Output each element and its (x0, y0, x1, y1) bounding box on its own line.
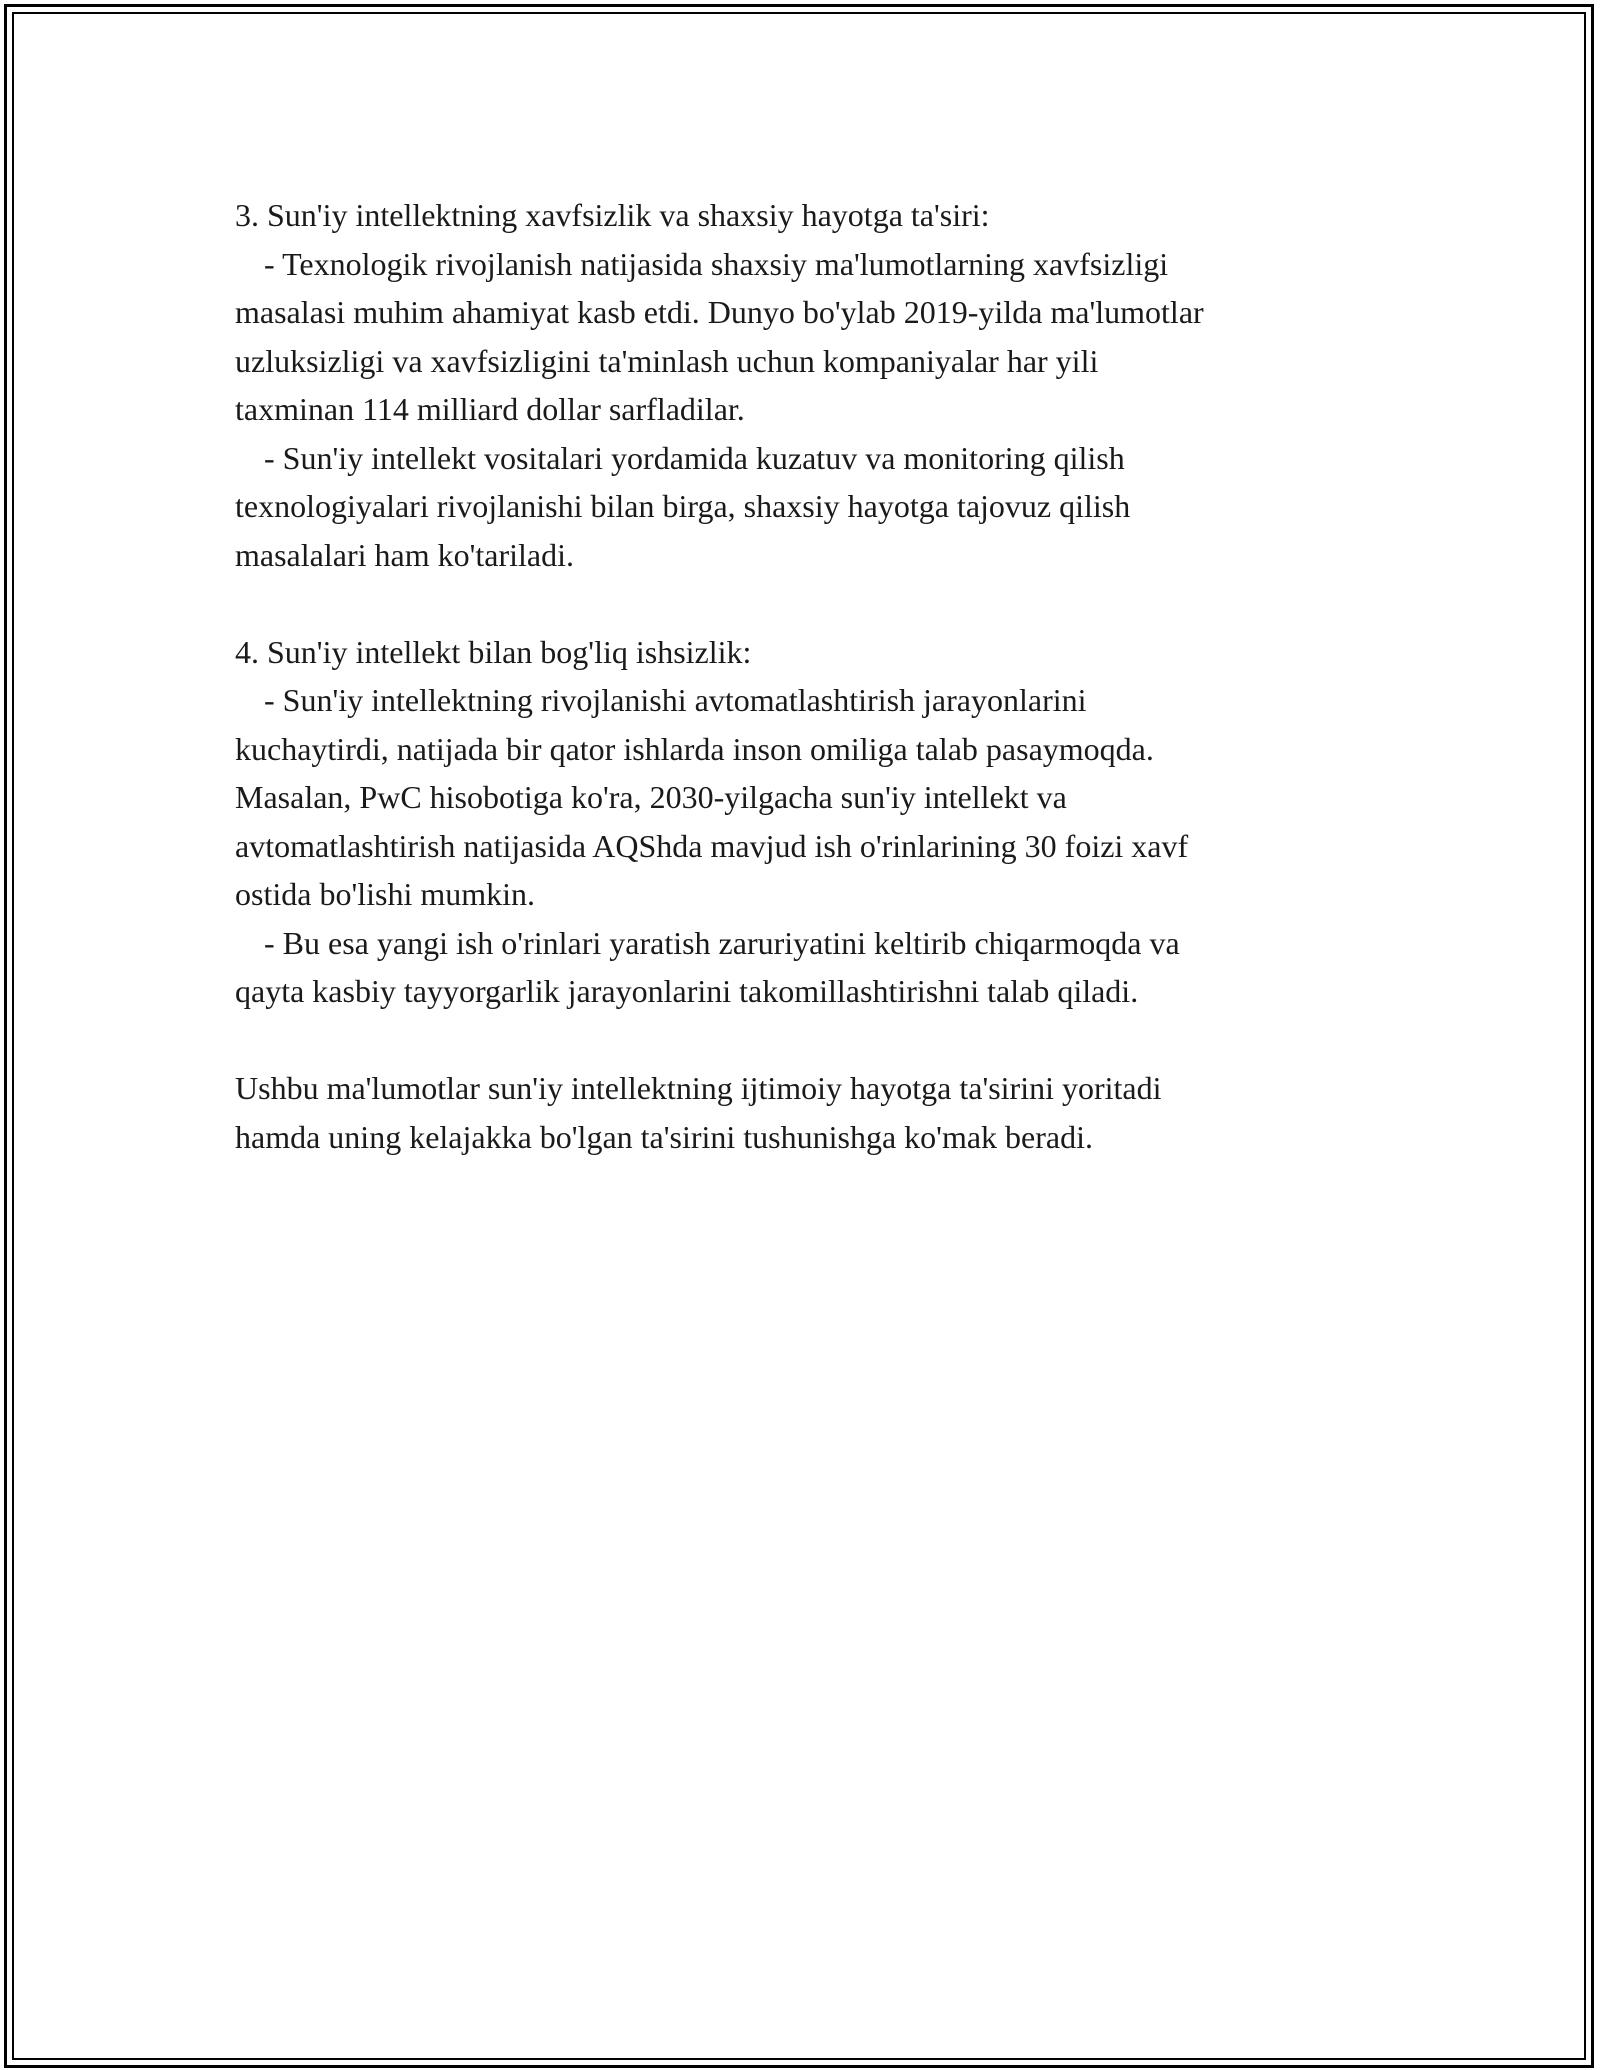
paragraph-line: - Sun'iy intellektning rivojlanishi avtomatlashtirish jarayonlarini (264, 682, 1087, 718)
section-4 (235, 628, 1365, 1016)
bullet-paragraph (235, 240, 1365, 434)
document-body (235, 191, 1365, 1210)
paragraph-line: kuchaytirdi, natijada bir qator ishlarda inson omiliga talab pasaymoqda. (235, 730, 1154, 767)
paragraph-line: masalalari ham ko'tariladi. (235, 536, 574, 573)
paragraph-line: qayta kasbiy tayyorgarlik jarayonlarini takomillashtirishni talab qiladi. (235, 973, 1139, 1009)
paragraph-line: uzluksizligi va xavfsizligini ta'minlash uchun kompaniyalar har yili (235, 342, 1099, 379)
bullet-paragraph (235, 919, 1365, 1016)
section-3 (235, 191, 1365, 579)
section-heading: 3. Sun'iy intellektning xavfsizlik va shaxsiy hayotga ta'siri: (235, 197, 990, 233)
paragraph-line: - Bu esa yangi ish o'rinlari yaratish zaruriyatini keltirib chiqarmoqda va (264, 924, 1180, 961)
conclusion-paragraph (235, 1064, 1365, 1161)
paragraph-line: ostida bo'lishi mumkin. (235, 876, 535, 912)
bullet-paragraph (235, 676, 1365, 919)
paragraph-line: Ushbu ma'lumotlar sun'iy intellektning ijtimoiy hayotga ta'sirini yoritadi (235, 1070, 1162, 1106)
paragraph-line: - Sun'iy intellekt vositalari yordamida kuzatuv va monitoring qilish (264, 439, 1125, 476)
paragraph-line: avtomatlashtirish natijasida AQShda mavjud ish o'rinlarining 30 foizi xavf (235, 827, 1189, 864)
paragraph-line: hamda uning kelajakka bo'lgan ta'sirini tushunishga ko'mak beradi. (235, 1118, 1093, 1155)
bullet-paragraph (235, 434, 1365, 580)
section-heading: 4. Sun'iy intellekt bilan bog'liq ishsizlik: (235, 633, 752, 670)
paragraph-line: texnologiyalari rivojlanishi bilan birga, shaxsiy hayotga tajovuz qilish (235, 488, 1131, 524)
paragraph-line: masalasi muhim ahamiyat kasb etdi. Dunyo bo'ylab 2019-yilda ma'lumotlar (235, 294, 1204, 330)
paragraph-line: Masalan, PwC hisobotiga ko'ra, 2030-yilgacha sun'iy intellekt va (235, 779, 1067, 815)
paragraph-line: - Texnologik rivojlanish natijasida shaxsiy ma'lumotlarning xavfsizligi (264, 245, 1169, 282)
paragraph-line: taxminan 114 milliard dollar sarfladilar. (235, 391, 745, 427)
